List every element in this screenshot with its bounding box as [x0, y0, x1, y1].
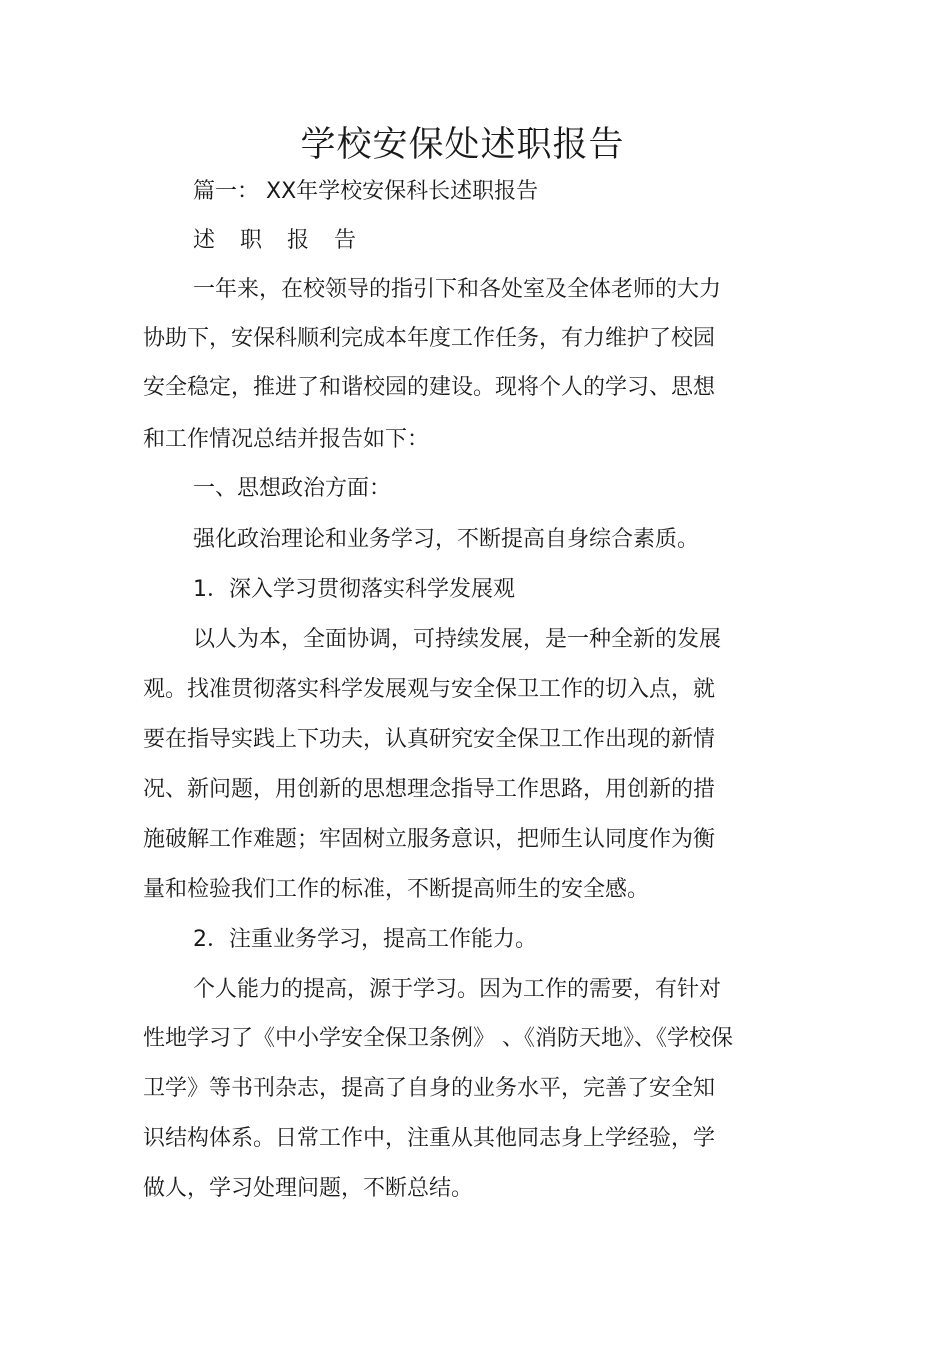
paragraph-line: 施破解工作难题；牢固树立服务意识，把师生认同度作为衡	[143, 827, 716, 852]
paragraph-line: 协助下，安保科顺利完成本年度工作任务，有力维护了校园	[143, 326, 716, 351]
paragraph-line: 识结构体系。日常工作中，注重从其他同志身上学经验，学	[143, 1126, 716, 1151]
document-subtitle: 篇一： XX年学校安保科长述职报告	[193, 179, 539, 204]
paragraph-line: 做人，学习处理问题，不断总结。	[143, 1176, 474, 1201]
subsection-heading: 1．深入学习贯彻落实科学发展观	[193, 577, 515, 602]
paragraph-line: 要在指导实践上下功夫，认真研究安全保卫工作出现的新情	[143, 727, 716, 752]
document-title: 学校安保处述职报告	[300, 125, 625, 165]
paragraph-line: 卫学》等书刊杂志，提高了自身的业务水平，完善了安全知	[143, 1076, 716, 1101]
paragraph-line: 一年来，在校领导的指引下和各处室及全体老师的大力	[193, 277, 722, 302]
paragraph-line: 观。找准贯彻落实科学发展观与安全保卫工作的切入点，就	[143, 677, 716, 702]
paragraph-line: 性地学习了《中小学安全保卫条例》 、《消防天地》、《学校保	[143, 1026, 733, 1051]
paragraph-line: 强化政治理论和业务学习，不断提高自身综合素质。	[193, 527, 700, 552]
subsection-heading: 2．注重业务学习，提高工作能力。	[193, 927, 537, 952]
report-heading: 述 职 报 告	[193, 228, 365, 253]
paragraph-line: 况、新问题，用创新的思想理念指导工作思路，用创新的措	[143, 777, 716, 802]
paragraph-line: 以人为本，全面协调，可持续发展，是一种全新的发展	[193, 627, 722, 652]
paragraph-line: 量和检验我们工作的标准，不断提高师生的安全感。	[143, 877, 650, 902]
paragraph-line: 和工作情况总结并报告如下：	[143, 427, 430, 452]
section-heading: 一、思想政治方面：	[193, 476, 392, 501]
paragraph-line: 个人能力的提高，源于学习。因为工作的需要，有针对	[193, 977, 722, 1002]
paragraph-line: 安全稳定，推进了和谐校园的建设。现将个人的学习、思想	[143, 375, 716, 400]
